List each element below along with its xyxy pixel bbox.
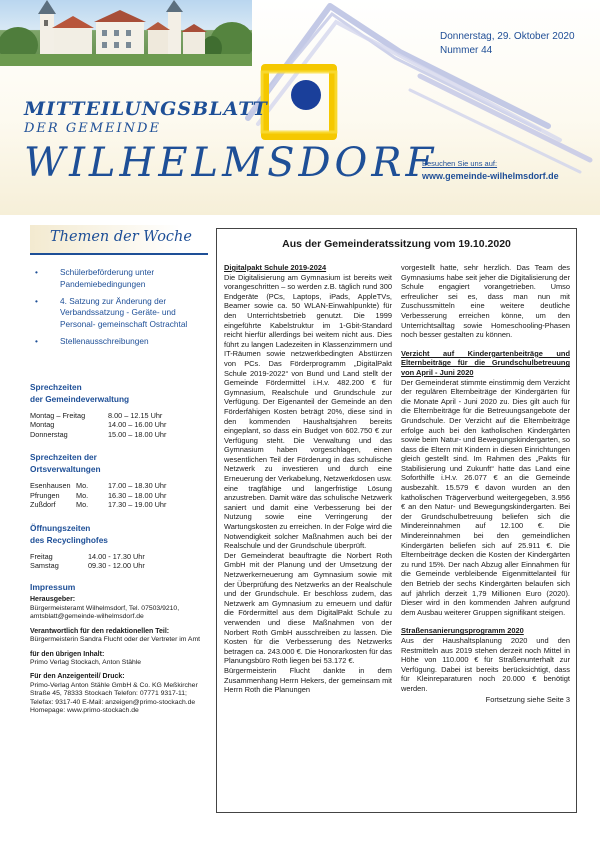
hours-table bbox=[30, 411, 208, 440]
impressum-text: Bürgermeisterin Sandra Flucht oder der Vertreter im Amt bbox=[30, 635, 200, 643]
impressum bbox=[30, 583, 208, 716]
continuation-note: Fortsetzung siehe Seite 3 bbox=[485, 694, 570, 704]
table-cell: Mo. bbox=[76, 490, 89, 500]
themen-header bbox=[30, 225, 208, 255]
article-paragraph: Bürgermeisterin Flucht dankte in dem Zusammenhang Herrn Hekers, der gemeinsam mit Herrn Roth die Planungen bbox=[224, 665, 392, 695]
hours-table bbox=[30, 481, 208, 510]
table-cell: Zußdorf bbox=[30, 500, 56, 510]
table-cell: Donnerstag bbox=[30, 429, 68, 439]
table-cell: Samstag bbox=[30, 561, 59, 571]
table-cell: Montag bbox=[30, 420, 55, 430]
article-column-2 bbox=[401, 263, 570, 704]
article-box bbox=[216, 228, 577, 813]
section-title: Ortsverwaltungen bbox=[30, 464, 101, 475]
article-subheading: Verzicht auf Kindergartenbeiträge und Elternbeiträge für die Grundschulbetreuung von April - Juni 2020 bbox=[401, 348, 570, 377]
table-row bbox=[30, 552, 208, 562]
section-title: des Recyclinghofes bbox=[30, 534, 108, 545]
article-subheading: Digitalpakt Schule 2019-2024 bbox=[224, 263, 327, 272]
table-cell: 17.30 – 19.00 Uhr bbox=[108, 500, 167, 510]
impressum-text: Primo-Verlag Anton Stähle GmbH & Co. KG Meßkircher Straße 45, 78333 Stockach Telefon: 07771 9317-11; Telefax: 9317-40 E-Mail: anzeigen@primo-stockach.de Homepage: www.primo-stockach.de bbox=[30, 681, 198, 715]
themen-list bbox=[34, 267, 208, 348]
issue-number: Nummer 44 bbox=[440, 45, 493, 56]
section-title: Öffnungszeiten bbox=[30, 522, 91, 533]
article-title: Aus der Gemeinderatssitzung vom 19.10.2020 bbox=[282, 238, 511, 250]
table-cell: 16.30 – 18.00 Uhr bbox=[108, 490, 167, 500]
article-paragraph: Die Digitalisierung am Gymnasium ist bereits weit vorangeschritten – so werden z.B. täglich rund 300 Endgeräte (PCs, Laptops, iPads, AppleTVs, Beamer sowie ca. 50 WLAN-Einwahlpunkte) für den Unterrichtsbetrieb genutzt. Die 1999 eingeführte Kabelstruktur im 1-Gbit-Standard reicht hierfür allerdings bei weitem nicht aus. Dies führt zu langen Ladezeiten in Klassenzimmern und IT-Räumen sowie netzwerkbedingten Abstürzen von PCs. Das Förderprogramm „DigitalPakt Schule 2019-2022“ von Bund und Land stellt der Gemeinde Fördermittel i.H.v. 482.200 € für Gymnasium, Realschule und Grundschule zur Verfügung. Der Eigenanteil der Gemeinde an den Förderfähigen Kosten beträgt 20%, diese sind in den kommenden Haushaltsjahren bereits eingeplant, so dass ein Budget von 602.750 € zur Verfügung steht. Die Verwaltung und das Gymnasium haben vorgeschlagen, einen wesentlichen Teil der Förderung in das schulische Netzwerk zu investieren und durch eine Erneuerung der Verkabelung, Netzwerkdosen usw. eine tragfähige und langerfristige Lösung anzustreben. Damit wäre das schulische Netzwerk saniert und damit eine Verbesserung bei der Nutzung sowie eine Verringerung der Wartungskosten zu erreichen. In der Folge wird die Notwendigkeit solcher Maßnahmen auch bei der Realschule und der Grundschule überprüft. bbox=[224, 272, 392, 551]
table-cell: 14.00 - 17.30 Uhr bbox=[88, 551, 145, 561]
table-cell: 14.00 – 16.00 Uhr bbox=[108, 420, 167, 430]
impressum-label: für den übrigen Inhalt: bbox=[30, 650, 105, 658]
article-paragraph: Der Gemeinderat stimmte einstimmig dem Verzicht der regulären Elternbeiträge der Kindergärten für die Monate April - Juni 2020 zu. Dies gilt auch für die Elternbeiträge für die Betreuungsangebote der Grundschule. Der Verzicht auf die Elternbeiträge erfolge auch bei den katholischen Kindergärten sowie beim Natur- und Bewegungskindergarten, so dass die Eltern mit Kindern in diesen Einrichtungen gleich gestellt sind. Im Rahmen des „Pakts für Stabilisierung und Zukunft“ hatte das Land eine Soforthilfe i.H.v. 26.077 € an die Gemeinde ausbezahlt. 15.579 € davon wurden an den katholischen Trägerverbund weitergegeben, 3.956 € an den Natur- und Bewegungskindergarten. Bei der Grundschulbetreuung beliefen sich die Mindereinnahmen auf 12.100 €. Die Mindereinnahmen bei den gemeindlichen Kindergärten beliefen sich auf 25.911 €. Die Elternbeiträge decken die Kosten der Kindergärten zu rund 15%. Der nach Abzug aller Einnahmen für die Gemeinde verbleibende Eigenmittelanteil für den Betrieb der sechs Kindergärten belaufen sich auf jährlich derzeit 1,79 Millionen Euro (2020). Dieser wird in den kommenden Jahren aufgrund dem Ausbau weiterer Gruppen signifikant steigen. bbox=[401, 377, 570, 617]
sidebar bbox=[30, 225, 208, 716]
masthead bbox=[0, 0, 600, 215]
impressum-label: Verantwortlich für den redaktionellen Teil: bbox=[30, 627, 170, 635]
article-paragraph: Aus der Haushaltsplanung 2020 und den Restmitteln aus 2019 stehen derzeit noch Mittel in Höhe von 110.000 € für Straßenunterhalt zur Verfügung. Dabei ist bereits berücksichtigt, dass für Kleinreparaturen noch 20.000 € benötigt werden. bbox=[401, 635, 570, 693]
table-row bbox=[30, 411, 208, 421]
section-title: Sprechzeiten bbox=[30, 381, 82, 392]
table-cell: Mo. bbox=[76, 481, 89, 491]
table-row bbox=[30, 481, 208, 491]
table-cell: Esenhausen bbox=[30, 481, 71, 491]
table-cell: Mo. bbox=[76, 500, 89, 510]
table-row bbox=[30, 491, 208, 501]
table-cell: 15.00 – 18.00 Uhr bbox=[108, 429, 167, 439]
table-cell: 17.00 – 18.30 Uhr bbox=[108, 481, 167, 491]
table-row bbox=[30, 561, 208, 571]
table-cell: 8.00 – 12.15 Uhr bbox=[108, 410, 163, 420]
title-line1: MITTEILUNGSBLATT bbox=[24, 98, 268, 120]
list-item: • Stellenausschreibungen bbox=[34, 336, 208, 348]
impressum-text: Primo Verlag Stockach, Anton Stähle bbox=[30, 658, 142, 666]
sprechzeiten-verwaltung bbox=[30, 381, 208, 440]
impressum-label: Für den Anzeigenteil/ Druck: bbox=[30, 673, 125, 681]
title-line2: DER GEMEINDE bbox=[24, 121, 161, 136]
recycling-hours bbox=[30, 522, 208, 571]
website-info bbox=[422, 159, 559, 181]
impressum-label: Herausgeber: bbox=[30, 596, 76, 604]
list-item: • 4. Satzung zur Änderung der Verbandssatzung - Geräte- und Personal- gemeinschaft Ostrachtal bbox=[34, 296, 208, 331]
visit-label: Besuchen Sie uns auf: bbox=[422, 159, 498, 168]
table-cell: Freitag bbox=[30, 551, 53, 561]
table-cell: Montag – Freitag bbox=[30, 410, 86, 420]
issue-date: Donnerstag, 29. Oktober 2020 bbox=[440, 31, 575, 42]
table-cell: Pfrungen bbox=[30, 490, 60, 500]
sprechzeiten-orts bbox=[30, 451, 208, 510]
table-row bbox=[30, 420, 208, 430]
table-row bbox=[30, 500, 208, 510]
issue-info bbox=[440, 30, 575, 58]
table-cell: 09.30 - 12.00 Uhr bbox=[88, 561, 145, 571]
website-link[interactable]: www.gemeinde-wilhelmsdorf.de bbox=[422, 171, 559, 181]
impressum-text: Bürgermeisteramt Wilhelmsdorf, Tel. 07503/9210, amtsblatt@gemeinde-wilhelmsdorf.de bbox=[30, 604, 180, 621]
article-subheading: Straßensanierungsprogramm 2020 bbox=[401, 626, 524, 636]
impressum-title: Impressum bbox=[30, 581, 76, 592]
article-paragraph: vorgestellt hatte, sehr herzlich. Das Team des Gymnasiums habe seit jeher die Digitalisierung der Schule engagiert vorangetrieben. Umso erfreulicher sei es, dass man nun mit Zuschussmitteln eine weitere deutliche Verbesserung erreichen könne, um den Unterrichtsalltag sowie Homeschooling-Phasen noch besser gestalten zu können. bbox=[401, 263, 570, 340]
hours-table bbox=[30, 552, 208, 571]
title-main: WILHELMSDORF bbox=[24, 140, 438, 186]
article-paragraph: Der Gemeinderat beauftragte die Norbert Roth GmbH mit der Planung und der Umsetzung der Netzwerkerneuerung am Gymnasium sowie mit der Überprüfung des Netzwerks an der Realschule und der Grundschule. Er beschloss zudem, das Netzwerk am Gymnasium zu erneuern und dafür die Fördermittel aus dem DigitalPakt Schule zu verwenden und diese Maßnahmen von der Norbert Roth GmbH ausschreiben zu lassen. Die Kosten für die Verbesserung des Netzwerks betragen ca. 243.000 €. Die Honorarkosten für das Planungsbüro Roth liegen bei 53.172 €. bbox=[224, 550, 392, 666]
masthead-title bbox=[24, 98, 437, 186]
themen-title: Themen der Woche bbox=[50, 229, 192, 245]
section-title: der Gemeindeverwaltung bbox=[30, 393, 130, 404]
list-item: • Schülerbeförderung unter Pandemiebedingungen bbox=[34, 267, 208, 291]
section-title: Sprechzeiten der bbox=[30, 452, 97, 463]
table-row bbox=[30, 430, 208, 440]
article-column-1 bbox=[224, 263, 392, 695]
